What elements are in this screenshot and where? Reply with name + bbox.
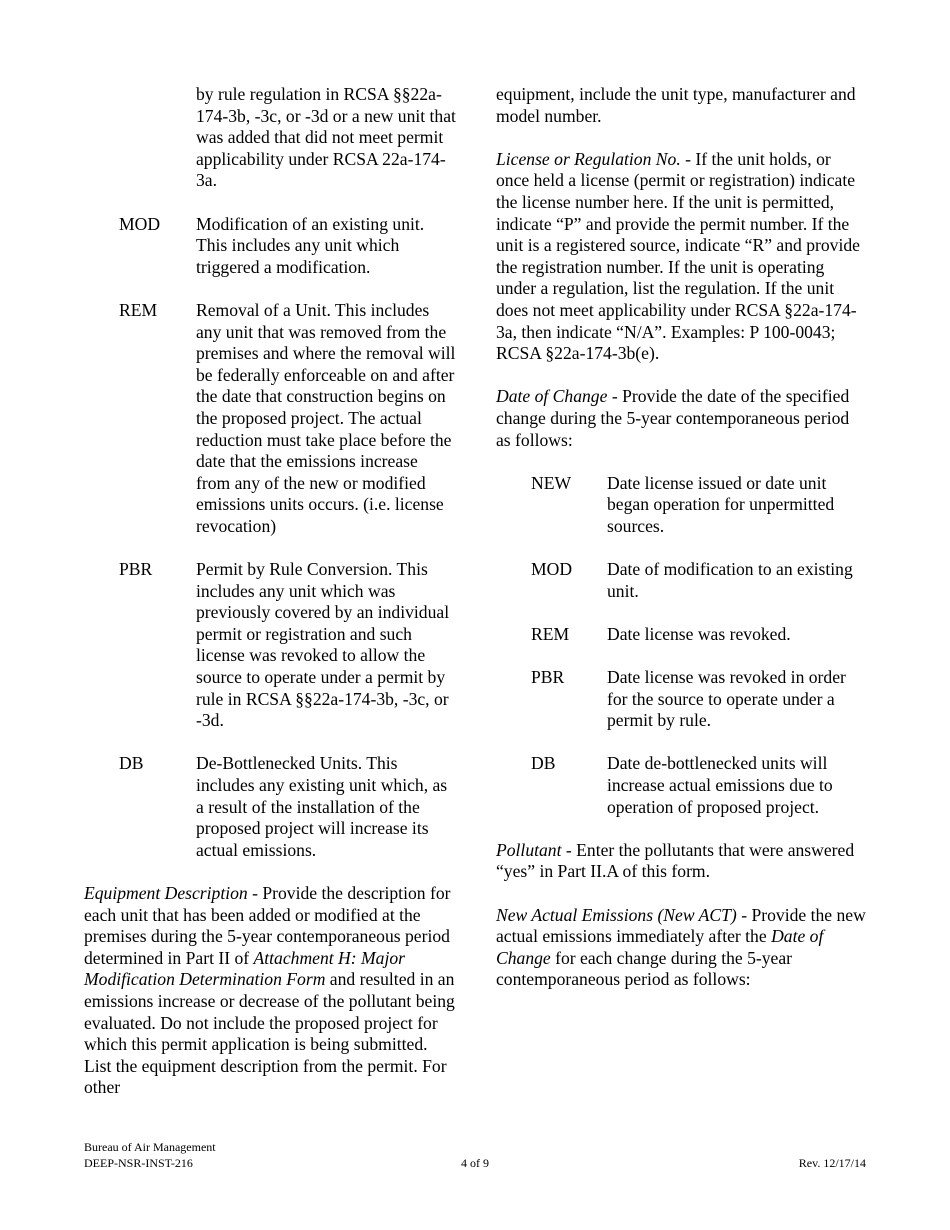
- footer-page-number: 4 of 9: [461, 1156, 489, 1170]
- term-pbr: [84, 559, 456, 732]
- footer-bureau: Bureau of Air Management: [84, 1140, 216, 1154]
- pollutant-paragraph: Pollutant - Enter the pollutants that were answered “yes” in Part II.A of this form.: [496, 839, 855, 882]
- term-code: REM: [531, 623, 570, 644]
- license-term: License or Regulation No.: [496, 148, 681, 169]
- date-of-change-ref: Date of Change: [496, 926, 824, 968]
- footer-revision: Rev. 12/17/14: [798, 1156, 866, 1170]
- term-code: MOD: [119, 213, 161, 234]
- term-mod: [84, 214, 456, 279]
- term-code: REM: [119, 299, 158, 320]
- term-definition: De-Bottlenecked Units. This includes any existing unit which, as a result of the installation of the proposed project will increase its actual emissions.: [196, 753, 448, 860]
- term-db: [84, 753, 456, 861]
- date-term-pbr: [496, 667, 868, 732]
- page-footer: [84, 1139, 866, 1171]
- pollutant-term: Pollutant: [496, 839, 562, 860]
- term-definition: Removal of a Unit. This includes any unit that was removed from the premises and where the removal will be federally enforceable on and after the date that construction begins on the proposed project. The actual reduction must take place before the date that the emissions increase from any of the new or modified emissions units occurs. (i.e. license revocation): [196, 299, 456, 536]
- term-rem: [84, 300, 456, 538]
- equipment-description-term: Equipment Description: [84, 882, 248, 903]
- term-definition: Modification of an existing unit. This includes any unit which triggered a modification.: [196, 213, 425, 277]
- footer-doc-id: DEEP-NSR-INST-216: [84, 1156, 193, 1170]
- attachment-h-title: Attachment H: Major Modification Determination Form: [84, 947, 406, 990]
- date-term-mod: [496, 559, 868, 602]
- term-code: NEW: [531, 472, 572, 493]
- term-code: PBR: [531, 667, 565, 688]
- date-term-db: [496, 753, 868, 818]
- date-of-change-term: Date of Change: [496, 386, 608, 407]
- date-term-rem: [496, 624, 868, 646]
- right-column: [496, 84, 868, 1013]
- new-actual-emissions-term: New Actual Emissions (New ACT): [496, 904, 737, 925]
- term-definition: Date of modification to an existing unit.: [607, 559, 853, 601]
- term-definition: Date license was revoked in order for the source to operate under a permit by rule.: [607, 667, 846, 731]
- term-code: DB: [531, 753, 556, 774]
- term-code: DB: [119, 753, 144, 774]
- left-column: [84, 84, 456, 1121]
- equipment-description-paragraph: Equipment Description - Provide the description for each unit that has been added or modified at the premises during the 5-year contemporaneous period determined in Part II of Attachment H: Major Modification Determination Form and resulted in an emissions increase or decrease of the pollutant being evaluated. Do not include the proposed project for which this permit application is being submitted. List the equipment description from the permit. For other: [84, 882, 455, 1098]
- equipment-continuation: equipment, include the unit type, manufacturer and model number.: [496, 84, 856, 126]
- term-definition: Date license issued or date unit began operation for unpermitted sources.: [607, 472, 835, 536]
- date-term-new: [496, 473, 868, 538]
- new-term-continuation: by rule regulation in RCSA §§22a-174-3b, -3c, or -3d or a new unit that was added that did not meet permit applicability under RCSA 22a-174-3a.: [196, 84, 456, 191]
- new-actual-emissions-paragraph: New Actual Emissions (New ACT) - Provide the new actual emissions immediately after the Date of Change for each change during the 5-year contemporaneous period as follows:: [496, 904, 866, 990]
- term-code: MOD: [531, 559, 573, 580]
- license-paragraph: License or Regulation No. - If the unit holds, or once held a license (permit or registration) indicate the license number here. If the unit is permitted, indicate “P” and provide the permit number. If the unit is a registered source, indicate “R” and provide the registration number. If the unit is operating under a regulation, list the regulation. If the unit does not meet applicability under RCSA §22a-174-3a, then indicate “N/A”. Examples: P 100-0043; RCSA §22a-174-3b(e).: [496, 148, 860, 364]
- term-definition: Date de-bottlenecked units will increase actual emissions due to operation of proposed project.: [607, 753, 833, 817]
- term-definition: Permit by Rule Conversion. This includes any unit which was previously covered by an individual permit or registration and such license was revoked to allow the source to operate under a permit by rule in RCSA §§22a-174-3b, -3c, or -3d.: [196, 559, 450, 731]
- term-code: PBR: [119, 559, 153, 580]
- term-definition: Date license was revoked.: [607, 623, 791, 644]
- date-of-change-paragraph: Date of Change - Provide the date of the specified change during the 5-year contemporaneous period as follows:: [496, 386, 850, 450]
